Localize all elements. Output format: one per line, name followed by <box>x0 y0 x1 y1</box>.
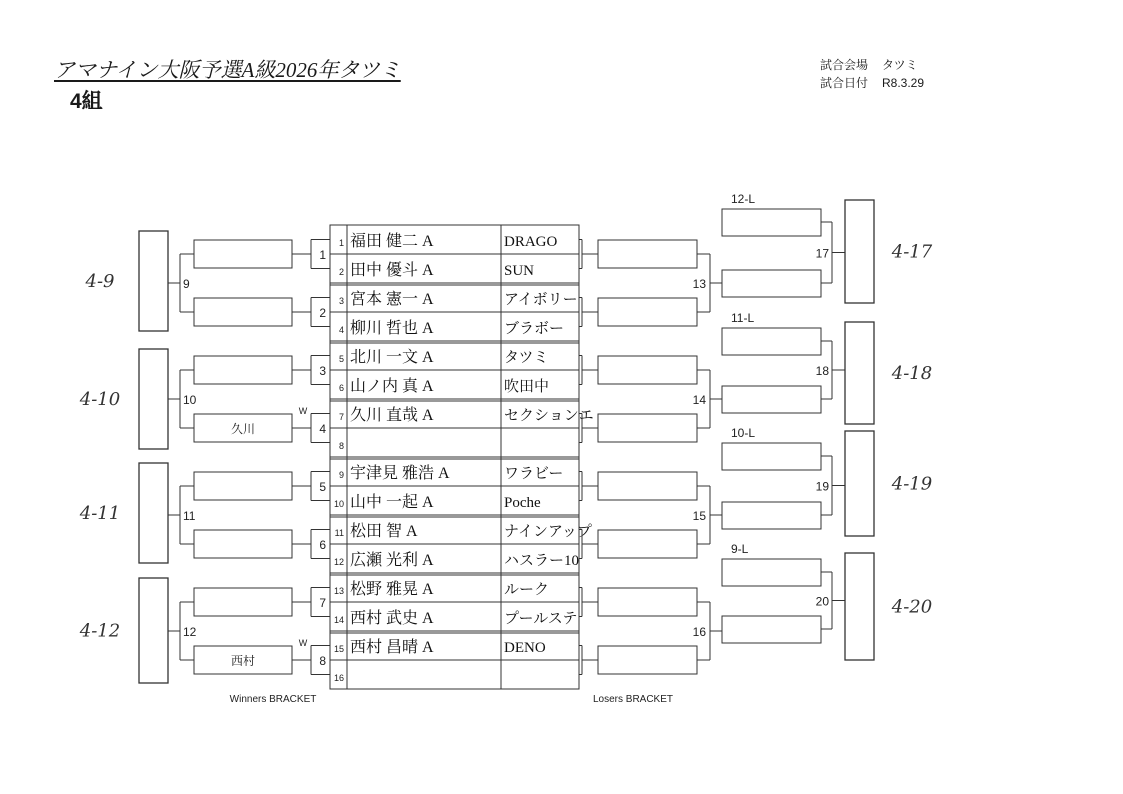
match-number: 10 <box>183 393 197 407</box>
match-number: 12 <box>183 625 197 639</box>
seed-label: 4-18 <box>891 363 933 384</box>
seed-box <box>139 231 168 331</box>
match-number: 18 <box>815 364 829 378</box>
player-number: 10 <box>333 499 344 509</box>
winners-bracket-label: Winners BRACKET <box>229 694 317 705</box>
player-name: 宇津見 雅浩 A <box>350 465 450 482</box>
player-number: 6 <box>338 383 344 393</box>
player-number: 16 <box>333 673 344 683</box>
player-club: タツミ <box>504 350 549 366</box>
walkover-name: 西村 <box>230 654 256 668</box>
seed-label: 4-10 <box>79 389 121 410</box>
winner-slot <box>194 356 292 384</box>
player-number: 12 <box>333 557 344 567</box>
seed-label: 4-19 <box>891 473 933 495</box>
player-name: 山中 一起 A <box>350 494 434 511</box>
seed-box <box>139 349 168 449</box>
match-number: 5 <box>319 480 326 494</box>
winner-slot <box>194 472 292 500</box>
match-number: 1 <box>319 248 326 262</box>
match-number: 16 <box>692 625 706 639</box>
loser-slot <box>722 386 821 413</box>
player-club: DRAGO <box>504 234 558 250</box>
losers-bracket-label: Losers BRACKET <box>592 694 674 705</box>
match-number: 6 <box>319 538 326 552</box>
player-number: 11 <box>334 528 344 538</box>
walkover-name: 久川 <box>230 422 256 436</box>
loser-slot <box>598 298 697 326</box>
player-club: DENO <box>504 640 546 656</box>
player-name: 北川 一文 A <box>350 349 434 366</box>
player-name: 松田 智 A <box>350 523 418 540</box>
player-number: 15 <box>333 644 344 654</box>
date-value: R8.3.29 <box>882 76 925 90</box>
player-number: 5 <box>338 354 344 364</box>
venue-label: 試合会場 <box>820 58 869 72</box>
seed-box <box>845 200 874 303</box>
drop-label: 12-L <box>731 192 756 206</box>
player-name: 西村 昌晴 A <box>350 639 434 656</box>
seed-box <box>845 431 874 536</box>
match-number: 9 <box>183 277 190 291</box>
player-name: 松野 雅晃 A <box>350 581 434 598</box>
player-number: 3 <box>338 296 344 306</box>
seed-label: 4-17 <box>891 241 933 263</box>
match-number: 2 <box>319 306 326 320</box>
winner-slot <box>194 298 292 326</box>
drop-label: 11-L <box>731 311 755 325</box>
loser-slot <box>722 209 821 236</box>
player-name: 宮本 憲一 A <box>350 291 434 308</box>
match-number: 11 <box>183 509 196 523</box>
group-label: 4組 <box>70 90 103 113</box>
bracket-title: アマナイン大阪予選A級2026年タツミ <box>54 58 401 82</box>
seed-box <box>845 553 874 660</box>
seed-box <box>845 322 874 424</box>
match-number: 13 <box>692 277 706 291</box>
walkover-mark: W <box>298 406 308 416</box>
player-club: ハスラー10 <box>504 553 580 569</box>
date-label: 試合日付 <box>820 76 869 90</box>
winner-slot <box>194 530 292 558</box>
seed-label: 4-9 <box>85 271 115 292</box>
loser-slot <box>598 646 697 674</box>
player-club: Poche <box>504 495 541 511</box>
seed-box <box>139 578 168 683</box>
loser-slot <box>722 502 821 529</box>
player-name: 柳川 哲也 A <box>350 320 434 337</box>
seed-label: 4-12 <box>79 620 121 642</box>
drop-label: 10-L <box>731 426 756 440</box>
player-club: ワラビー <box>504 466 564 482</box>
player-name: 福田 健二 A <box>350 233 434 250</box>
match-number: 3 <box>319 364 326 378</box>
player-number: 14 <box>333 615 344 625</box>
match-number: 7 <box>319 596 326 610</box>
player-club: セクションエ <box>504 408 594 424</box>
player-name: 久川 直哉 A <box>350 407 434 424</box>
loser-slot <box>722 443 821 470</box>
player-club: ルーク <box>504 582 550 598</box>
winner-slot <box>194 588 292 616</box>
player-name: 田中 優斗 A <box>350 262 434 279</box>
player-name: 西村 武史 A <box>350 610 434 627</box>
player-club: 吹田中 <box>504 379 550 395</box>
match-number: 19 <box>815 479 829 494</box>
player-number: 7 <box>338 412 344 422</box>
player-club: ナインアップ <box>504 524 592 540</box>
seed-label: 4-20 <box>891 596 933 618</box>
player-club: ブラボー <box>504 321 565 337</box>
player-number: 1 <box>338 238 344 248</box>
player-club: SUN <box>504 263 535 279</box>
match-number: 17 <box>815 246 829 261</box>
loser-slot <box>722 616 821 643</box>
seed-label: 4-11 <box>79 503 121 524</box>
match-number: 4 <box>319 422 326 436</box>
match-number: 20 <box>815 594 829 609</box>
player-club: プールステ <box>504 611 578 627</box>
match-number: 15 <box>692 509 706 523</box>
venue-value: タツミ <box>882 58 918 72</box>
player-club: アイボリー <box>504 292 578 308</box>
loser-slot <box>598 530 697 558</box>
seed-box <box>139 463 168 563</box>
loser-slot <box>722 328 821 355</box>
loser-slot <box>598 240 697 268</box>
loser-slot <box>722 270 821 297</box>
loser-slot <box>598 414 697 442</box>
loser-slot <box>598 472 697 500</box>
loser-slot <box>598 588 697 616</box>
match-number: 14 <box>692 393 706 407</box>
match-number: 8 <box>319 654 326 668</box>
player-number: 4 <box>338 325 344 335</box>
loser-slot <box>722 559 821 586</box>
player-number: 2 <box>338 267 344 277</box>
player-name: 山ノ内 真 A <box>350 378 434 395</box>
player-number: 13 <box>333 586 344 596</box>
winner-slot <box>194 240 292 268</box>
player-name: 広瀬 光利 A <box>350 552 434 569</box>
drop-label: 9-L <box>731 542 749 556</box>
player-number: 9 <box>338 470 344 480</box>
loser-slot <box>598 356 697 384</box>
walkover-mark: W <box>298 638 308 648</box>
player-number: 8 <box>338 441 344 451</box>
